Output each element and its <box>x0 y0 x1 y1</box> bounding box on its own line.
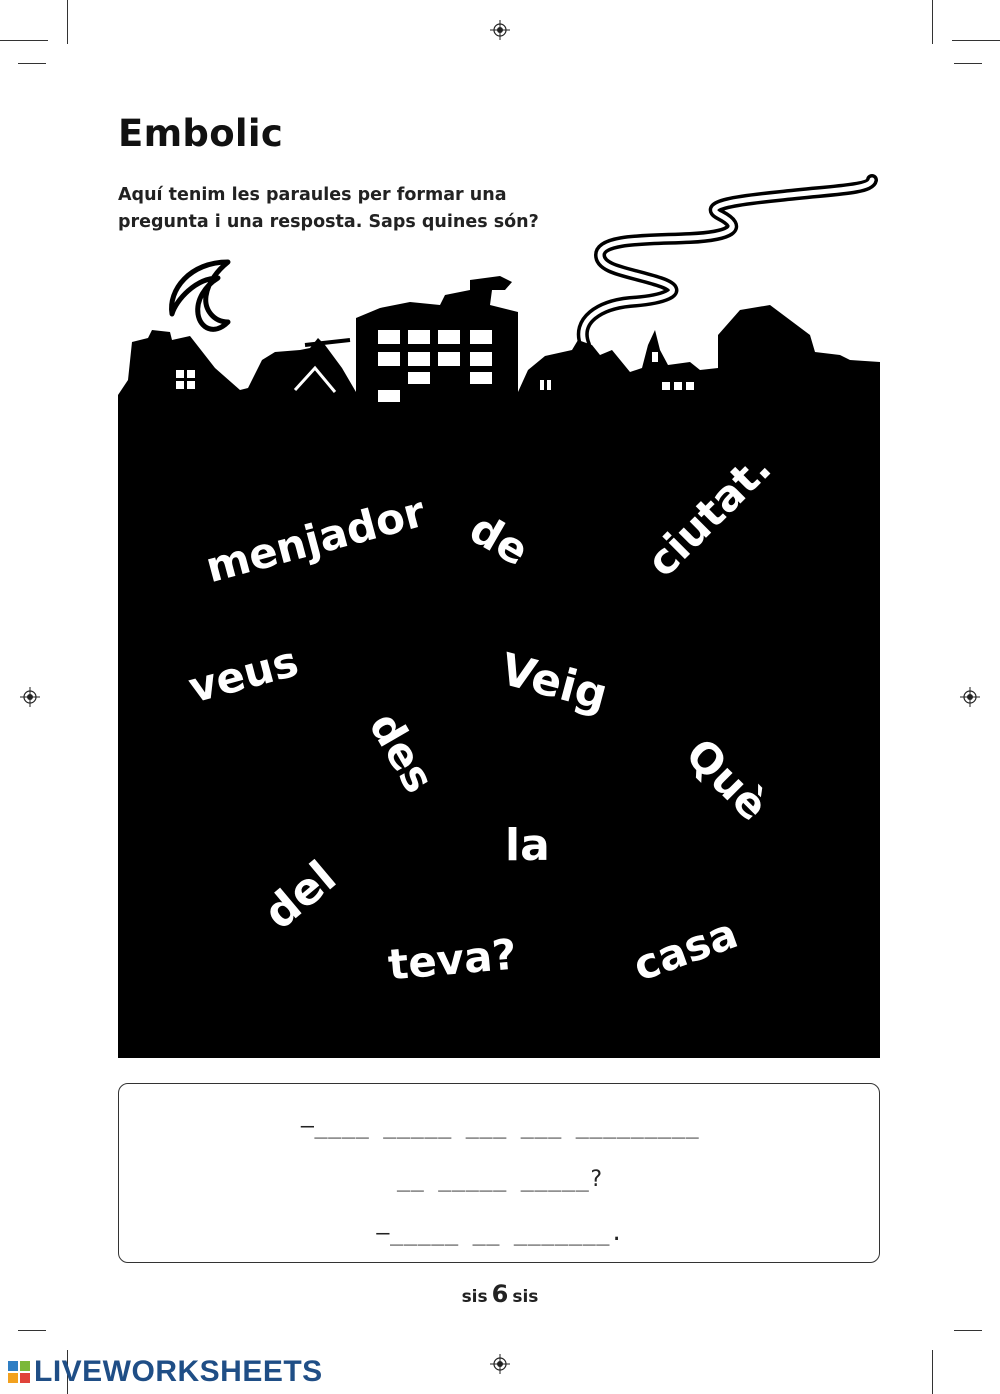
crop-mark <box>18 1330 46 1331</box>
crop-mark <box>954 1330 982 1331</box>
answer-line-text[interactable]: –_____ __ _______. <box>376 1221 624 1246</box>
page-word-left: sis <box>461 1287 488 1307</box>
liveworksheets-logo[interactable] <box>8 1355 323 1389</box>
word-la[interactable]: la <box>505 820 550 871</box>
answer-line-text[interactable]: –____ _____ ___ ___ _________ <box>300 1114 700 1139</box>
moon-icon <box>172 262 228 329</box>
instruction-line: Aquí tenim les paraules per formar una <box>118 185 507 205</box>
word-que[interactable]: Què <box>676 728 778 831</box>
page-number <box>0 1280 1000 1308</box>
word-menjador[interactable]: menjador <box>200 486 431 593</box>
word-veus[interactable]: veus <box>183 636 304 713</box>
word-de[interactable]: de <box>461 503 537 576</box>
answer-line-1[interactable] <box>119 1114 881 1139</box>
page-number-value: 6 <box>491 1280 509 1308</box>
word-casa[interactable]: casa <box>626 908 744 991</box>
registration-mark-icon <box>490 1354 510 1374</box>
answer-line-text[interactable]: __ _____ _____? <box>396 1167 604 1192</box>
word-veig[interactable]: Veig <box>495 643 613 722</box>
page-title: Embolic <box>118 112 284 155</box>
word-del[interactable]: del <box>254 851 346 940</box>
answer-line-2[interactable] <box>119 1167 881 1192</box>
logo-icon <box>8 1361 30 1383</box>
answer-box <box>118 1083 880 1263</box>
instruction-line: pregunta i una resposta. Saps quines són? <box>118 212 539 232</box>
word-des[interactable]: des <box>359 704 444 801</box>
page-word-right: sis <box>512 1287 539 1307</box>
answer-line-3[interactable] <box>119 1221 881 1246</box>
word-ciutat[interactable]: ciutat. <box>637 442 781 587</box>
crop-mark <box>932 1350 933 1394</box>
word-teva[interactable]: teva? <box>386 929 519 990</box>
brand-name: LIVEWORKSHEETS <box>34 1355 323 1388</box>
